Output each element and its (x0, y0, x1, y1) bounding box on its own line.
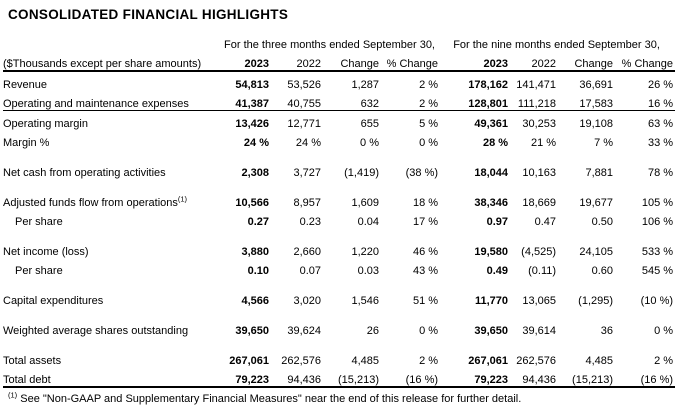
cell-value: 79,223 (474, 374, 509, 386)
cell-value: 0.47 (534, 216, 557, 228)
cell-value: 4,485 (351, 355, 379, 367)
cell-value: 79,223 (235, 374, 269, 386)
cell-value: 39,650 (474, 325, 509, 337)
row-label: Adjusted funds flow from operations$^{(1)}$ (3, 194, 188, 209)
cell-value: 41,387 (235, 98, 269, 110)
spacer-row (3, 337, 675, 348)
cell-value: 24 % (243, 137, 269, 149)
cell-value: 19,108 (579, 118, 614, 130)
table-row (3, 160, 675, 179)
row-label: Operating margin (3, 118, 88, 130)
cell-value: 533 % (641, 246, 674, 258)
table-row (3, 91, 675, 111)
cell-value: (16 %) (640, 374, 674, 386)
row-label: Net cash from operating activities (3, 167, 166, 179)
label-superscript: (1) (177, 194, 188, 204)
table-row (3, 71, 675, 91)
spacer-cell (3, 277, 675, 288)
cell-value: 36,691 (579, 79, 614, 91)
label-column-header: ($Thousands except per share amounts) (3, 58, 202, 70)
col-header-ytd-2022: 2022 (531, 58, 557, 70)
cell-value: (0.11) (528, 265, 557, 277)
cell-value: 2,660 (293, 246, 321, 258)
cell-value: 40,755 (287, 98, 321, 110)
cell-value: 0.23 (299, 216, 321, 228)
footnote-superscript: (1) (8, 390, 18, 400)
spacer-cell (3, 337, 675, 348)
row-label: Weighted average shares outstanding (3, 325, 189, 337)
cell-value: 11,770 (474, 295, 509, 307)
cell-value: 10,566 (235, 197, 269, 209)
cell-value: (16 %) (405, 374, 439, 386)
cell-value: (1,295) (578, 295, 614, 307)
cell-value: 54,813 (235, 79, 269, 91)
cell-value: 36 (600, 325, 614, 337)
table-row (3, 239, 675, 258)
table-row (3, 209, 675, 228)
spacer-row (3, 179, 675, 190)
row-label: Revenue (3, 79, 48, 91)
row-label: Capital expenditures (3, 295, 104, 307)
cell-value: 0 % (654, 325, 674, 337)
cell-value: 111,218 (517, 98, 557, 110)
cell-value: 4,566 (241, 295, 269, 307)
cell-value: 262,576 (516, 355, 557, 367)
cell-value: 0.50 (591, 216, 614, 228)
cell-value: 0.03 (357, 265, 379, 277)
col-header-q3-pct-change: % Change (386, 58, 439, 70)
cell-value: (38 %) (405, 167, 439, 179)
cell-value: 18,669 (522, 197, 557, 209)
cell-value: 2,308 (241, 167, 269, 179)
cell-value: 46 % (412, 246, 439, 258)
row-label: Total assets (3, 355, 62, 367)
cell-value: 0 % (360, 137, 379, 149)
col-header-ytd-change: Change (574, 58, 614, 70)
cell-value: (15,213) (572, 374, 614, 386)
footnote-text: See "Non-GAAP and Supplementary Financial Measures" near the end of this release for further detail. (20, 393, 522, 405)
cell-value: 30,253 (522, 118, 557, 130)
cell-value: 3,020 (293, 295, 321, 307)
cell-value: 26 (366, 325, 379, 337)
table-row (3, 111, 675, 131)
cell-value: 655 (360, 118, 379, 130)
cell-value: 49,361 (474, 118, 509, 130)
table-header (3, 35, 675, 71)
cell-value: 105 % (641, 197, 674, 209)
group-header-nine-months: For the nine months ended September 30, (453, 39, 660, 51)
cell-value: 0.04 (357, 216, 379, 228)
cell-value: 5 % (419, 118, 439, 130)
cell-value: 39,614 (522, 325, 557, 337)
table-body (3, 71, 675, 387)
cell-value: 24,105 (579, 246, 614, 258)
cell-value: (10 %) (640, 295, 674, 307)
spacer-cell (3, 307, 675, 318)
col-header-ytd-2023: 2023 (483, 58, 509, 70)
spacer-row (3, 228, 675, 239)
cell-value: 7 % (594, 137, 614, 149)
cell-value: 128,801 (468, 98, 509, 110)
cell-value: 16 % (647, 98, 674, 110)
cell-value: 63 % (647, 118, 674, 130)
table-row (3, 258, 675, 277)
cell-value: 8,957 (293, 197, 321, 209)
cell-value: 10,163 (522, 167, 557, 179)
cell-value: 267,061 (229, 355, 269, 367)
cell-value: 78 % (647, 167, 674, 179)
cell-value: 0.97 (486, 216, 509, 228)
period-group-header-row (3, 35, 675, 51)
cell-value: 632 (360, 98, 379, 110)
cell-value: 1,546 (351, 295, 379, 307)
cell-value: 2 % (419, 79, 439, 91)
row-label: Per share (15, 216, 63, 228)
cell-value: 18,044 (474, 167, 509, 179)
cell-value: 3,880 (241, 246, 269, 258)
cell-value: 267,061 (468, 355, 509, 367)
cell-value: 38,346 (474, 197, 509, 209)
group-header-three-months: For the three months ended September 30, (224, 39, 435, 51)
cell-value: 13,065 (522, 295, 557, 307)
table-row (3, 348, 675, 367)
cell-value: 545 % (641, 265, 674, 277)
cell-value: 178,162 (468, 79, 509, 91)
row-label: Total debt (3, 374, 51, 386)
cell-value: 39,624 (287, 325, 321, 337)
cell-value: 7,881 (585, 167, 614, 179)
cell-value: 4,485 (585, 355, 614, 367)
cell-value: 26 % (647, 79, 674, 91)
cell-value: 0.10 (247, 265, 269, 277)
cell-value: 13,426 (235, 118, 269, 130)
cell-value: 19,580 (474, 246, 509, 258)
cell-value: 0.27 (247, 216, 269, 228)
cell-value: 51 % (412, 295, 439, 307)
cell-value: 17,583 (579, 98, 614, 110)
cell-value: (15,213) (338, 374, 379, 386)
footnote (8, 390, 675, 405)
spacer-cell (3, 179, 675, 190)
cell-value: 43 % (412, 265, 439, 277)
cell-value: 21 % (530, 137, 557, 149)
row-label: Per share (15, 265, 63, 277)
cell-value: 18 % (412, 197, 439, 209)
cell-value: 24 % (295, 137, 321, 149)
col-header-ytd-pct-change: % Change (621, 58, 674, 70)
row-label: Net income (loss) (3, 246, 89, 258)
cell-value: 1,609 (351, 197, 379, 209)
spacer-cell (3, 149, 675, 160)
cell-value: 141,471 (516, 79, 557, 91)
cell-value: 0.07 (299, 265, 321, 277)
cell-value: 94,436 (522, 374, 557, 386)
table-row (3, 367, 675, 387)
col-header-q3-2023: 2023 (244, 58, 269, 70)
cell-value: 262,576 (281, 355, 321, 367)
table-row (3, 130, 675, 149)
cell-value: 28 % (482, 137, 509, 149)
cell-value: 33 % (647, 137, 674, 149)
spacer-row (3, 307, 675, 318)
spacer-row (3, 149, 675, 160)
financial-highlights-table (3, 35, 675, 388)
cell-value: 1,220 (351, 246, 379, 258)
cell-value: 17 % (412, 216, 439, 228)
cell-value: 0 % (419, 137, 439, 149)
cell-value: (4,525) (521, 246, 557, 258)
cell-value: 0.49 (486, 265, 509, 277)
spacer-cell (3, 228, 675, 239)
cell-value: 1,287 (351, 79, 379, 91)
cell-value: 2 % (419, 355, 439, 367)
cell-value: (1,419) (344, 167, 379, 179)
cell-value: 0.60 (591, 265, 614, 277)
spacer-row (3, 277, 675, 288)
table-row (3, 190, 675, 209)
group-header-spacer (3, 35, 221, 51)
cell-value: 3,727 (293, 167, 321, 179)
cell-value: 0 % (419, 325, 439, 337)
cell-value: 106 % (641, 216, 674, 228)
cell-value: 39,650 (235, 325, 269, 337)
row-label: Margin % (3, 137, 50, 149)
row-label: Operating and maintenance expenses (3, 98, 189, 110)
table-row (3, 288, 675, 307)
col-header-q3-2022: 2022 (296, 58, 321, 70)
cell-value: 2 % (419, 98, 439, 110)
cell-value: 53,526 (287, 79, 321, 91)
column-header-row (3, 51, 675, 71)
col-header-q3-change: Change (340, 58, 379, 70)
cell-value: 12,771 (287, 118, 321, 130)
page-title: CONSOLIDATED FINANCIAL HIGHLIGHTS (8, 7, 289, 22)
cell-value: 19,677 (579, 197, 614, 209)
cell-value: 2 % (654, 355, 674, 367)
cell-value: 94,436 (287, 374, 321, 386)
table-row (3, 318, 675, 337)
